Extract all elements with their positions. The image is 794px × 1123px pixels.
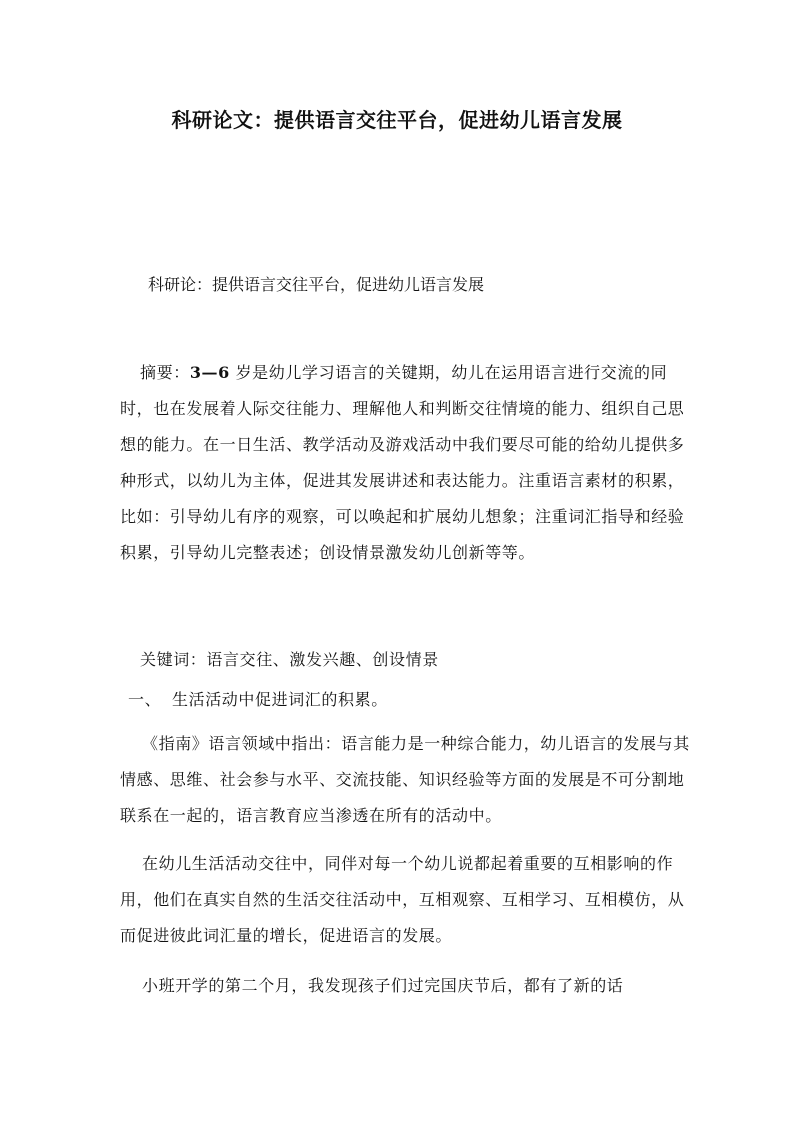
section-heading bbox=[120, 682, 680, 718]
body-paragraph bbox=[120, 726, 700, 834]
abstract-text: 岁是幼儿学习语言的关键期，幼儿在运用语言进行交流的同时，也在发展着人际交往能力、理解他人和判断交往情境的能力、组织自己思想的能力。在一日生活、教学活动及游戏活动中我们要尽可能的给幼儿提供多种形式，以幼儿为主体，促进其发展讲述和表达能力。注重语言素材的积累，比如：引导幼儿有序的观察，可以唤起和扩展幼儿想象；注重词汇指导和经验积累，引导幼儿完整表述；创设情景激发幼儿创新等等。 bbox=[120, 363, 685, 562]
section-number: 一、 bbox=[128, 690, 162, 709]
section-heading-text: 生活活动中促进词汇的积累。 bbox=[172, 690, 388, 709]
paragraph-text: 在幼儿生活活动交往中，同伴对每一个幼儿说都起着重要的互相影响的作用，他们在真实自然的生活交往活动中，互相观察、互相学习、互相模仿，从而促进彼此词汇量的增长，促进语言的发展。 bbox=[120, 854, 685, 945]
abstract-label: 摘要： bbox=[140, 363, 190, 382]
document-title: 科研论文：提供语言交往平台，促进幼儿语言发展 bbox=[171, 108, 623, 132]
abstract-paragraph bbox=[120, 355, 690, 571]
paragraph-text: 小班开学的第二个月，我发现孩子们过完国庆节后，都有了新的话 bbox=[142, 976, 624, 995]
keywords-line: 关键词：语言交往、激发兴趣、创设情景 bbox=[140, 650, 439, 669]
body-paragraph bbox=[120, 968, 700, 1004]
body-paragraph bbox=[120, 846, 700, 954]
paragraph-text: 《指南》语言领域中指出：语言能力是一种综合能力，幼儿语言的发展与其情感、思维、社会参与水平、交流技能、知识经验等方面的发展是不可分割地联系在一起的，语言教育应当渗透在所有的活动中。 bbox=[120, 734, 690, 825]
document-subtitle: 科研论：提供语言交往平台，促进幼儿语言发展 bbox=[148, 275, 485, 294]
abstract-age-range: 3—6 bbox=[189, 363, 230, 382]
